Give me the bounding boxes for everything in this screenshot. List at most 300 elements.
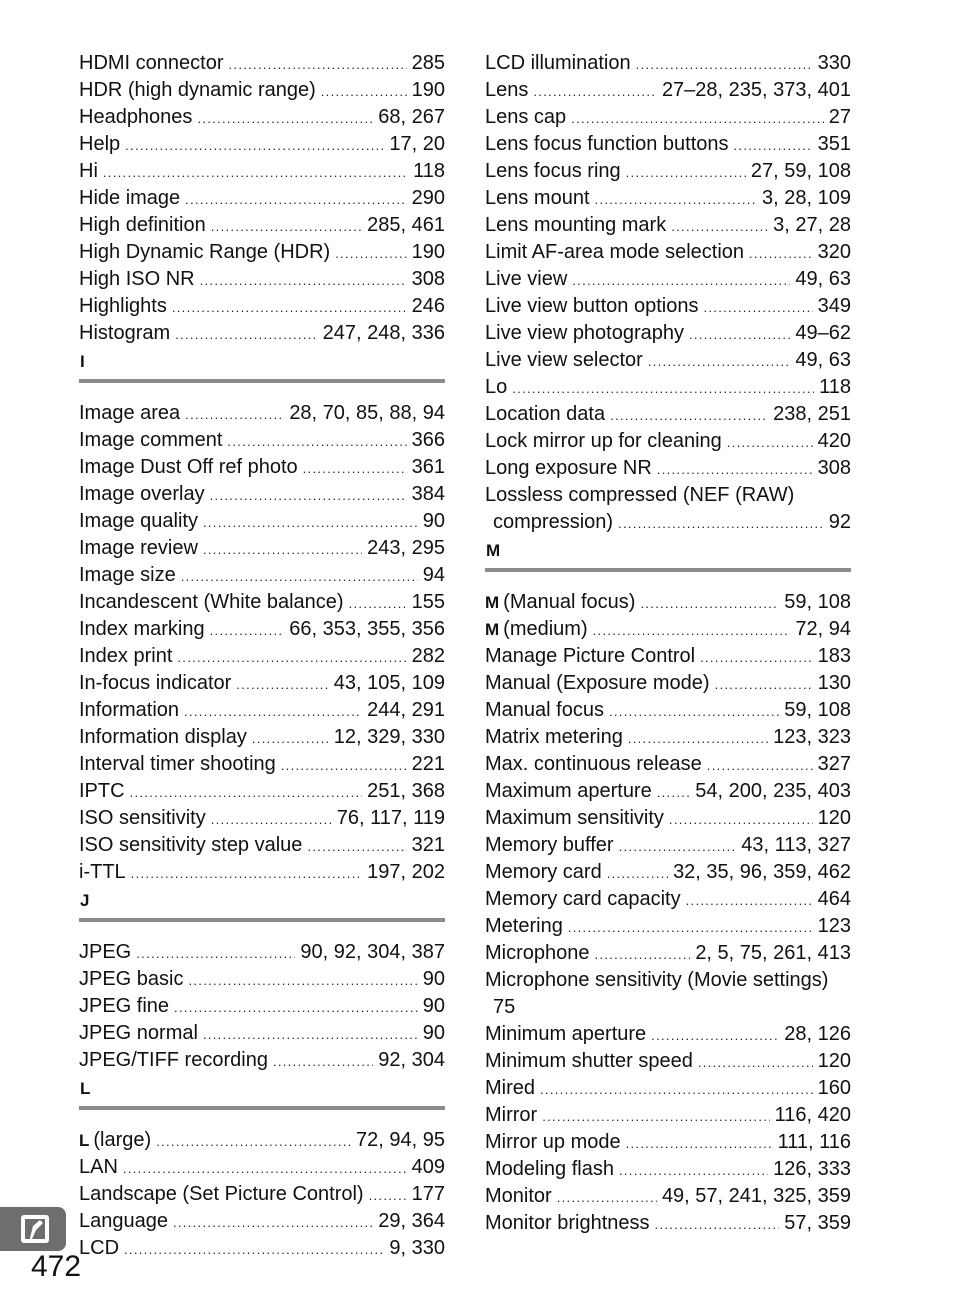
index-entry-term: Mired bbox=[485, 1077, 536, 1099]
index-entry-term: IPTC bbox=[79, 780, 125, 802]
dot-leader bbox=[698, 1049, 813, 1075]
index-entry-pages: 49–62 bbox=[795, 322, 851, 344]
index-entry-term: Lock mirror up for cleaning bbox=[485, 430, 722, 452]
index-entry-pages: 361 bbox=[411, 456, 445, 478]
index-entry-pages: 409 bbox=[411, 1156, 445, 1178]
index-entry-term-group bbox=[79, 77, 316, 104]
index-entry-pages: 384 bbox=[411, 483, 445, 505]
index-entry-term-group bbox=[485, 589, 635, 616]
dot-leader bbox=[210, 617, 285, 643]
index-entry-term: Hi bbox=[79, 160, 98, 182]
index-entry-pages: 221 bbox=[411, 753, 445, 775]
index-entry-pages: 59, 108 bbox=[784, 591, 851, 613]
section-divider bbox=[79, 379, 445, 383]
index-entry-term-group bbox=[485, 1183, 552, 1210]
index-entry bbox=[79, 832, 445, 859]
index-entry bbox=[485, 643, 851, 670]
index-entry-term: Lens focus function buttons bbox=[485, 133, 729, 155]
index-entry-symbol: M bbox=[485, 620, 500, 639]
index-entry-pages: 290 bbox=[411, 187, 445, 209]
index-entry bbox=[79, 724, 445, 751]
index-entry-pages: 120 bbox=[817, 807, 851, 829]
index-entry-term: High Dynamic Range (HDR) bbox=[79, 241, 331, 263]
dot-leader bbox=[607, 860, 668, 886]
index-entry bbox=[485, 347, 851, 374]
index-entry bbox=[485, 616, 851, 643]
index-entry bbox=[485, 589, 851, 616]
dot-leader bbox=[181, 563, 418, 589]
index-entry-term-group bbox=[79, 50, 224, 77]
dot-leader bbox=[609, 698, 779, 724]
index-entry-pages: 420 bbox=[817, 430, 851, 452]
index-entry-term-group bbox=[79, 616, 205, 643]
index-entry-term: JPEG fine bbox=[79, 995, 170, 1017]
index-entry-term: Index marking bbox=[79, 618, 205, 640]
index-entry bbox=[485, 697, 851, 724]
dot-leader bbox=[640, 590, 779, 616]
index-entry-term-group bbox=[79, 724, 247, 751]
index-entry-term: Maximum sensitivity bbox=[485, 807, 664, 829]
index-entry-term-group bbox=[79, 131, 120, 158]
index-entry-pages: 321 bbox=[411, 834, 445, 856]
index-entry-pages: 27, 59, 108 bbox=[750, 160, 851, 182]
index-entry-term: Lens cap bbox=[485, 106, 567, 128]
index-entry bbox=[485, 940, 851, 967]
index-entry-term: Live view button options bbox=[485, 295, 699, 317]
dot-leader bbox=[657, 456, 813, 482]
index-entry bbox=[79, 616, 445, 643]
index-entry-term-group bbox=[485, 374, 507, 401]
index-entry-term: High ISO NR bbox=[79, 268, 195, 290]
dot-leader bbox=[700, 644, 813, 670]
index-entry-term-group bbox=[485, 832, 614, 859]
dot-leader bbox=[203, 536, 362, 562]
index-entry-term-group bbox=[485, 805, 664, 832]
index-entry-term: HDR (high dynamic range) bbox=[79, 79, 316, 101]
index-entry-pages: 190 bbox=[411, 79, 445, 101]
index-entry-term-group bbox=[485, 1102, 537, 1129]
dot-leader bbox=[173, 1209, 373, 1235]
dot-leader bbox=[593, 617, 791, 643]
index-entry-pages: 76, 117, 119 bbox=[336, 807, 445, 829]
dot-leader bbox=[349, 590, 407, 616]
index-entry-pages: 94 bbox=[422, 564, 445, 586]
index-entry-term-group bbox=[79, 508, 198, 535]
dot-leader bbox=[727, 429, 813, 455]
index-entry-term: (large) bbox=[93, 1129, 152, 1151]
section-letter: L bbox=[80, 1079, 91, 1098]
index-entry-pages: 72, 94, 95 bbox=[356, 1129, 445, 1151]
index-entry-term: Memory card capacity bbox=[485, 888, 681, 910]
index-entry-term-group bbox=[79, 751, 276, 778]
index-entry-term: Microphone bbox=[485, 942, 590, 964]
index-entry-pages: 285, 461 bbox=[367, 214, 445, 236]
dot-leader bbox=[203, 509, 418, 535]
index-entry-term: Live view photography bbox=[485, 322, 685, 344]
dot-leader bbox=[571, 105, 824, 131]
index-entry bbox=[485, 1075, 851, 1102]
index-entry bbox=[79, 966, 445, 993]
index-entry-term: HDMI connector bbox=[79, 52, 224, 74]
index-entry bbox=[79, 131, 445, 158]
dot-leader bbox=[619, 1157, 768, 1183]
index-entry-pages: 116, 420 bbox=[774, 1104, 851, 1126]
dot-leader bbox=[595, 941, 691, 967]
index-entry-pages: 320 bbox=[817, 241, 851, 263]
index-entry bbox=[79, 427, 445, 454]
index-entry-term: JPEG basic bbox=[79, 968, 184, 990]
dot-leader bbox=[715, 671, 813, 697]
index-entry-pages: 118 bbox=[819, 376, 851, 398]
section-divider bbox=[79, 1106, 445, 1110]
index-entry-pages: 27 bbox=[828, 106, 851, 128]
index-entry-pages: 366 bbox=[411, 429, 445, 451]
index-entry-term-group bbox=[79, 1181, 364, 1208]
index-entry bbox=[79, 778, 445, 805]
index-entry-symbol: L bbox=[79, 1131, 90, 1150]
index-entry-term: Memory buffer bbox=[485, 834, 614, 856]
index-entry-term: Landscape (Set Picture Control) bbox=[79, 1183, 364, 1205]
index-entry-term: Language bbox=[79, 1210, 168, 1232]
index-entry bbox=[79, 1154, 445, 1181]
index-entry-pages: 90 bbox=[422, 510, 445, 532]
index-entry-pages: 49, 57, 241, 325, 359 bbox=[661, 1185, 851, 1207]
index-entry-term: Lens focus ring bbox=[485, 160, 621, 182]
dot-leader bbox=[628, 725, 768, 751]
dot-leader bbox=[655, 1211, 780, 1237]
index-entry bbox=[485, 886, 851, 913]
index-entry-term-group bbox=[79, 266, 195, 293]
dot-leader bbox=[335, 240, 406, 266]
dot-leader bbox=[618, 510, 824, 536]
dot-leader bbox=[229, 51, 407, 77]
index-entry-pages: 17, 20 bbox=[389, 133, 445, 155]
index-entry-pages: 57, 359 bbox=[784, 1212, 851, 1234]
index-entry bbox=[485, 751, 851, 778]
index-entry-term: Mirror bbox=[485, 1104, 538, 1126]
index-entry-term-group bbox=[485, 50, 631, 77]
dot-leader bbox=[749, 240, 813, 266]
index-entry bbox=[485, 320, 851, 347]
index-entry-term: Highlights bbox=[79, 295, 167, 317]
dot-leader bbox=[185, 401, 284, 427]
index-entry-term-group bbox=[485, 751, 702, 778]
index-entry-term-group bbox=[485, 1210, 650, 1237]
index-entry bbox=[485, 1048, 851, 1075]
index-entry bbox=[485, 913, 851, 940]
index-entry bbox=[79, 589, 445, 616]
index-entry bbox=[79, 1047, 445, 1074]
index-entry-term-group bbox=[79, 535, 198, 562]
dot-leader bbox=[651, 1022, 779, 1048]
index-entry-pages: 285 bbox=[411, 52, 445, 74]
index-entry-term: Lo bbox=[485, 376, 508, 398]
index-entry-term-group bbox=[485, 320, 684, 347]
index-entry-term-group bbox=[485, 1048, 693, 1075]
index-entry-term: Lens mounting mark bbox=[485, 214, 667, 236]
index-entry-term-group bbox=[79, 1154, 118, 1181]
index-entry-term-group bbox=[485, 697, 604, 724]
index-entry-term: Modeling flash bbox=[485, 1158, 614, 1180]
index-entry-term-group bbox=[485, 940, 590, 967]
index-entry-term: Lens mount bbox=[485, 187, 590, 209]
index-entry-term-group bbox=[485, 293, 698, 320]
index-entry bbox=[485, 428, 851, 455]
dot-leader bbox=[103, 159, 408, 185]
index-entry-term-group bbox=[485, 670, 710, 697]
dot-leader bbox=[211, 213, 362, 239]
index-entry-pages: 327 bbox=[817, 753, 851, 775]
index-entry-pages: 49, 63 bbox=[795, 349, 851, 371]
dot-leader bbox=[227, 428, 406, 454]
index-entry-pages: 177 bbox=[411, 1183, 445, 1205]
index-entry bbox=[79, 266, 445, 293]
index-pencil-icon bbox=[18, 1212, 52, 1246]
index-entry-pages: 308 bbox=[817, 457, 851, 479]
dot-leader bbox=[542, 1103, 769, 1129]
dot-leader bbox=[211, 806, 332, 832]
index-entry-pages: 68, 267 bbox=[378, 106, 445, 128]
dot-leader bbox=[321, 78, 407, 104]
index-entry-pages: 197, 202 bbox=[367, 861, 445, 883]
index-entry-term: Memory card bbox=[485, 861, 602, 883]
index-entry-pages: 120 bbox=[817, 1050, 851, 1072]
index-entry-term-group bbox=[485, 212, 666, 239]
index-column-right bbox=[485, 50, 851, 1237]
index-entry-term-group bbox=[485, 77, 528, 104]
index-entry-term-group bbox=[79, 859, 126, 886]
index-entry bbox=[485, 374, 851, 401]
index-entry bbox=[79, 993, 445, 1020]
index-entry bbox=[79, 670, 445, 697]
index-entry bbox=[485, 239, 851, 266]
index-entry-pages: 330 bbox=[817, 52, 851, 74]
index-entry bbox=[485, 1102, 851, 1129]
index-entry-pages: 238, 251 bbox=[773, 403, 851, 425]
index-entry bbox=[485, 185, 851, 212]
index-entry-pages: 90 bbox=[422, 995, 445, 1017]
index-entry-term: JPEG/TIFF recording bbox=[79, 1049, 268, 1071]
index-entry-term: Manage Picture Control bbox=[485, 645, 696, 667]
index-entry bbox=[79, 212, 445, 239]
index-entry-pages: 90 bbox=[422, 968, 445, 990]
index-entry-term-group bbox=[79, 1020, 198, 1047]
index-section-tab bbox=[0, 1207, 66, 1251]
index-entry-term-group bbox=[485, 616, 588, 643]
index-entry bbox=[485, 212, 851, 239]
dot-leader bbox=[177, 644, 406, 670]
index-entry-term-group bbox=[485, 347, 643, 374]
index-entry-term-group bbox=[79, 185, 180, 212]
index-entry-pages: 43, 105, 109 bbox=[333, 672, 445, 694]
index-entry-term-group bbox=[79, 481, 205, 508]
index-entry-term: Help bbox=[79, 133, 121, 155]
index-entry bbox=[485, 1129, 851, 1156]
index-entry-pages: 28, 126 bbox=[784, 1023, 851, 1045]
index-entry-pages: 123 bbox=[817, 915, 851, 937]
index-entry-term-group bbox=[79, 562, 176, 589]
index-entry-term: Image area bbox=[79, 402, 181, 424]
index-entry bbox=[485, 455, 851, 482]
index-entry-term: LCD bbox=[79, 1237, 120, 1259]
index-entry-term: Manual (Exposure mode) bbox=[485, 672, 710, 694]
dot-leader bbox=[156, 1128, 351, 1154]
index-entry-term-group bbox=[79, 966, 183, 993]
dot-leader bbox=[184, 698, 362, 724]
index-entry-term-group bbox=[79, 158, 98, 185]
dot-leader bbox=[197, 105, 373, 131]
index-entry-term-group bbox=[485, 724, 623, 751]
dot-leader bbox=[131, 860, 362, 886]
index-entry bbox=[79, 104, 445, 131]
index-entry-term: Lossless compressed (NEF (RAW) bbox=[485, 484, 795, 506]
index-entry-term-group bbox=[79, 400, 180, 427]
index-entry-term: Interval timer shooting bbox=[79, 753, 276, 775]
index-entry-term: Monitor bbox=[485, 1185, 552, 1207]
index-entry-pages: 92, 304 bbox=[378, 1049, 445, 1071]
index-entry-term-group bbox=[485, 131, 729, 158]
index-entry-term: Information bbox=[79, 699, 180, 721]
index-entry bbox=[79, 859, 445, 886]
index-entry-term-group bbox=[485, 1156, 614, 1183]
index-entry-term: i-TTL bbox=[79, 861, 126, 883]
index-entry-pages: 160 bbox=[817, 1077, 851, 1099]
dot-leader bbox=[734, 132, 813, 158]
index-entry-term: Monitor brightness bbox=[485, 1212, 650, 1234]
dot-leader bbox=[557, 1184, 657, 1210]
index-entry bbox=[485, 1210, 851, 1237]
index-entry bbox=[79, 50, 445, 77]
dot-leader bbox=[307, 833, 406, 859]
index-entry-pages: 190 bbox=[411, 241, 445, 263]
dot-leader bbox=[174, 994, 418, 1020]
index-entry bbox=[79, 1127, 445, 1154]
index-entry-term-group bbox=[79, 778, 125, 805]
index-entry bbox=[485, 832, 851, 859]
index-entry-pages: 29, 364 bbox=[378, 1210, 445, 1232]
index-entry-term: Microphone sensitivity (Movie settings) bbox=[485, 969, 829, 991]
index-entry-pages: 244, 291 bbox=[367, 699, 445, 721]
index-entry-pages: 349 bbox=[817, 295, 851, 317]
dot-leader bbox=[512, 375, 814, 401]
index-entry bbox=[485, 1156, 851, 1183]
dot-leader bbox=[185, 186, 406, 212]
index-entry bbox=[485, 266, 851, 293]
index-entry bbox=[485, 1183, 851, 1210]
dot-leader bbox=[172, 294, 407, 320]
index-entry bbox=[79, 185, 445, 212]
index-entry-term: (Manual focus) bbox=[503, 591, 636, 613]
index-entry-term-group bbox=[485, 643, 695, 670]
index-entry-term-group bbox=[485, 455, 652, 482]
index-entry-term: Histogram bbox=[79, 322, 171, 344]
index-entry-pages: 28, 70, 85, 88, 94 bbox=[289, 402, 445, 424]
dot-leader bbox=[125, 132, 384, 158]
index-entry-term-group bbox=[79, 589, 344, 616]
index-entry-pages: 3, 28, 109 bbox=[762, 187, 851, 209]
index-column-left bbox=[79, 50, 445, 1262]
dot-leader bbox=[689, 321, 790, 347]
index-entry-term-group bbox=[79, 670, 231, 697]
index-entry bbox=[79, 77, 445, 104]
dot-leader bbox=[540, 1076, 813, 1102]
index-entry-pages: 155 bbox=[411, 591, 445, 613]
index-entry bbox=[485, 131, 851, 158]
index-entry-term-group bbox=[79, 293, 167, 320]
index-entry bbox=[485, 1021, 851, 1048]
index-entry-pages: 351 bbox=[817, 133, 851, 155]
index-entry bbox=[79, 158, 445, 185]
index-entry-term-group bbox=[485, 158, 621, 185]
index-entry-term-group bbox=[79, 805, 206, 832]
index-entry-term: Maximum aperture bbox=[485, 780, 652, 802]
index-entry-term: LAN bbox=[79, 1156, 118, 1178]
index-entry bbox=[485, 778, 851, 805]
index-entry-term: Image quality bbox=[79, 510, 198, 532]
index-entry-term-group bbox=[79, 1047, 268, 1074]
index-entry-term-group bbox=[485, 778, 652, 805]
index-entry-term: Live view selector bbox=[485, 349, 643, 371]
index-entry-term-group bbox=[485, 104, 566, 131]
index-entry-term-group bbox=[485, 428, 722, 455]
index-entry-term-group bbox=[79, 993, 169, 1020]
page-number: 472 bbox=[31, 1250, 82, 1283]
index-entry-term: Manual focus bbox=[485, 699, 604, 721]
index-entry-pages: 126, 333 bbox=[773, 1158, 851, 1180]
dot-leader bbox=[626, 1130, 773, 1156]
index-entry bbox=[79, 320, 445, 347]
index-entry-pages: 92 bbox=[828, 511, 851, 533]
index-entry-term: compression) bbox=[493, 511, 614, 533]
dot-leader bbox=[210, 482, 407, 508]
dot-leader bbox=[568, 914, 813, 940]
index-entry-term-group bbox=[79, 1208, 168, 1235]
section-letter: I bbox=[80, 352, 85, 371]
dot-leader bbox=[236, 671, 328, 697]
index-entry-term-group bbox=[79, 104, 192, 131]
index-entry-term-group bbox=[485, 239, 744, 266]
dot-leader bbox=[123, 1155, 407, 1181]
section-divider bbox=[485, 568, 851, 572]
index-entry-term-group bbox=[79, 1235, 119, 1262]
index-entry-pages: 282 bbox=[411, 645, 445, 667]
index-entry-term-group bbox=[79, 939, 131, 966]
dot-leader bbox=[610, 402, 768, 428]
index-entry-term: Location data bbox=[485, 403, 606, 425]
index-entry-term: Index print bbox=[79, 645, 173, 667]
index-entry-pages: 27–28, 235, 373, 401 bbox=[661, 79, 851, 101]
dot-leader bbox=[636, 51, 813, 77]
index-entry-term: Image overlay bbox=[79, 483, 205, 505]
index-entry-term-group bbox=[485, 859, 602, 886]
index-entry-term: Limit AF-area mode selection bbox=[485, 241, 745, 263]
index-entry-term: ISO sensitivity step value bbox=[79, 834, 303, 856]
dot-leader bbox=[203, 1021, 418, 1047]
index-entry bbox=[485, 104, 851, 131]
index-entry-pages: 251, 368 bbox=[367, 780, 445, 802]
index-entry-term: Image Dust Off ref photo bbox=[79, 456, 298, 478]
index-entry-term-group bbox=[485, 1129, 621, 1156]
dot-leader bbox=[595, 186, 758, 212]
index-entry-term: (medium) bbox=[503, 618, 588, 640]
index-entry-pages: 54, 200, 235, 403 bbox=[695, 780, 851, 802]
index-entry-pages: 32, 35, 96, 359, 462 bbox=[673, 861, 851, 883]
index-entry-term: Live view bbox=[485, 268, 568, 290]
index-entry bbox=[79, 751, 445, 778]
index-entry-term: Image review bbox=[79, 537, 198, 559]
index-entry-term: Max. continuous release bbox=[485, 753, 702, 775]
index-entry-term: JPEG normal bbox=[79, 1022, 198, 1044]
